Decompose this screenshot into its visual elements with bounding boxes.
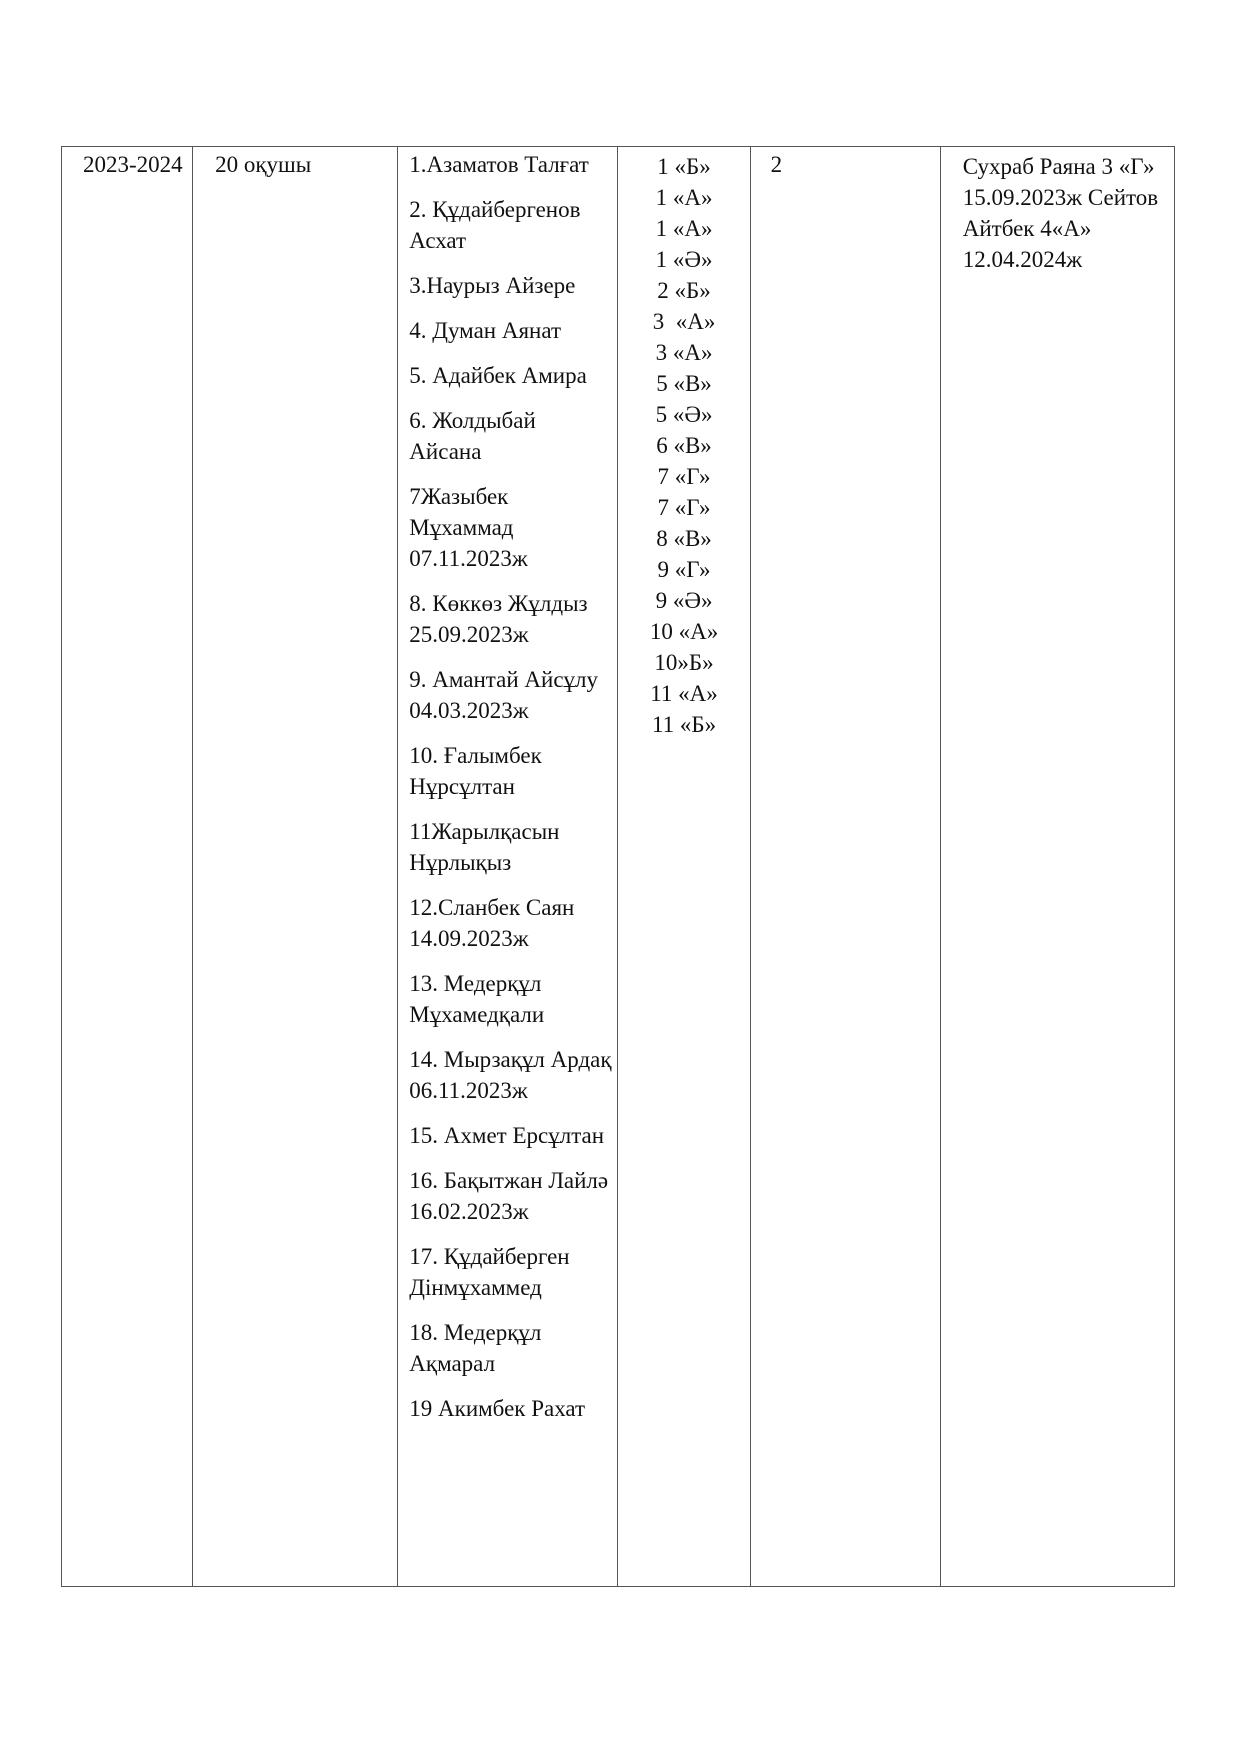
student-item: 9. Амантай Айсұлу 04.03.2023ж (409, 667, 599, 723)
class-item: 11 «А» (650, 681, 718, 706)
table-row (62, 147, 1175, 1587)
class-item: 2 «Б» (657, 278, 711, 303)
student-item: 14. Мырзақұл Ардақ 06.11.2023ж (409, 1047, 612, 1103)
student-item: 5. Адайбек Амира (409, 363, 587, 388)
class-item: 3 «А» (652, 309, 716, 334)
student-item: 11Жарылқасын Нұрлықыз (409, 819, 560, 875)
records-table (61, 146, 1175, 1587)
class-list (618, 151, 749, 740)
student-item: 19 Акимбек Рахат (409, 1396, 586, 1421)
student-item: 16. Бақытжан Лайлә 16.02.2023ж (409, 1168, 609, 1224)
student-count-cell: 20 оқушы (193, 147, 398, 1587)
students-cell (398, 147, 618, 1587)
class-item: 10»Б» (654, 650, 714, 675)
class-item: 9 «Ә» (655, 588, 713, 613)
notes-cell: Сухраб Раяна 3 «Г» 15.09.2023ж Сейтов Айтбек 4«А» 12.04.2024ж (940, 147, 1174, 1587)
number-cell: 2 (750, 147, 940, 1587)
student-item: 18. Медерқұл Ақмарал (409, 1320, 542, 1376)
class-item: 9 «Г» (657, 557, 711, 582)
class-item: 1 «Ә» (655, 247, 713, 272)
student-item: 2. Құдайбергенов Асхат (409, 197, 581, 253)
classes-cell (618, 147, 750, 1587)
class-item: 7 «Г» (657, 464, 711, 489)
student-list (409, 149, 613, 1424)
student-item: 1.Азаматов Талғат (409, 152, 589, 177)
student-item: 17. Құдайберген Дінмұхаммед (409, 1244, 570, 1300)
student-item: 7Жазыбек Мұхаммад 07.11.2023ж (409, 484, 528, 571)
class-item: 5 «Ә» (655, 402, 713, 427)
student-item: 12.Сланбек Саян 14.09.2023ж (409, 895, 575, 951)
student-item: 3.Наурыз Айзере (409, 273, 576, 298)
class-item: 6 «В» (656, 433, 712, 458)
student-item: 6. Жолдыбай Айсана (409, 408, 536, 464)
class-item: 8 «В» (656, 526, 712, 551)
student-item: 10. Ғалымбек Нұрсұлтан (409, 743, 542, 799)
class-item: 10 «А» (649, 619, 719, 644)
class-item: 11 «Б» (651, 712, 717, 737)
class-item: 1 «А» (655, 185, 713, 210)
student-item: 13. Медерқұл Мұхамедқали (409, 971, 545, 1027)
student-item: 15. Ахмет Ерсұлтан (409, 1123, 605, 1148)
student-item: 8. Көккөз Жұлдыз 25.09.2023ж (409, 591, 588, 647)
class-item: 5 «В» (656, 371, 712, 396)
year-cell: 2023-2024 (62, 147, 193, 1587)
class-item: 1 «Б» (657, 154, 711, 179)
class-item: 3 «А» (655, 340, 713, 365)
class-item: 1 «А» (655, 216, 713, 241)
student-item: 4. Думан Аянат (409, 318, 561, 343)
class-item: 7 «Г» (657, 495, 711, 520)
